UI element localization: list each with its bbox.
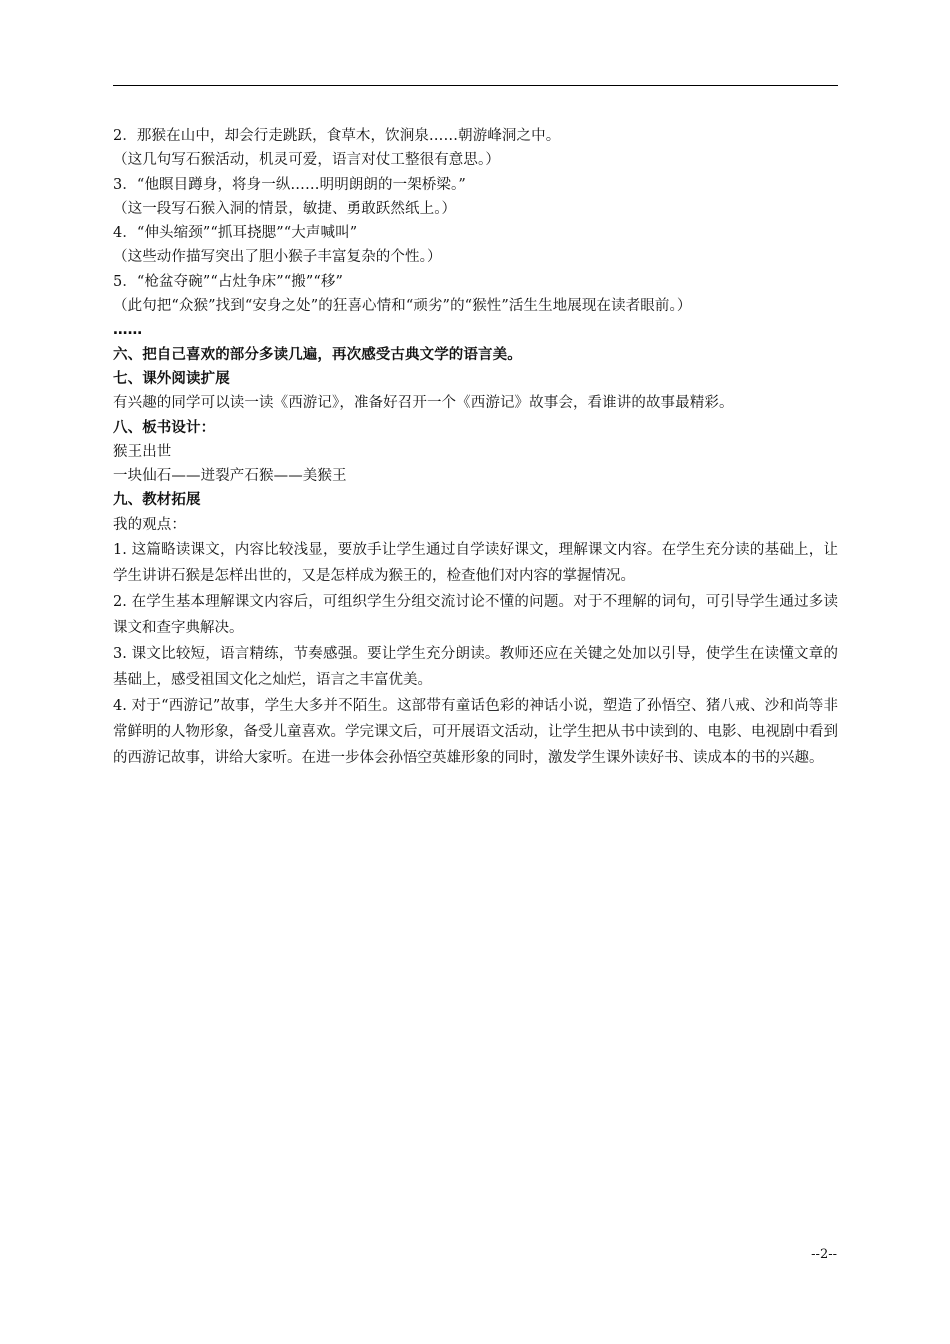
text-line: （这一段写石猴入洞的情景，敏捷、勇敢跃然纸上。）	[113, 200, 457, 217]
text-line: 有兴趣的同学可以读一读《西游记》，准备好召开一个《西游记》故事会，看谁讲的故事最精彩。	[113, 395, 734, 412]
opinion-paragraph: 3. 课文比较短，语言精练，节奏感强。要让学生充分朗读。教师还应在关键之处加以引导，使学生在读懂文章的基础上，感受祖国文化之灿烂，语言之丰富优美。	[113, 646, 838, 689]
text-line: 一块仙石——迸裂产石猴——美猴王	[113, 468, 347, 485]
header-rule	[113, 85, 838, 86]
opinion-paragraphs	[113, 537, 838, 771]
page-number: --2--	[811, 1247, 837, 1262]
document-body	[113, 124, 838, 771]
text-line: 我的观点：	[113, 516, 186, 533]
text-line: （这几句写石猴活动，机灵可爱，语言对仗工整很有意思。）	[113, 152, 500, 169]
text-line: 3．“他瞑目蹲身，将身一纵……明明朗朗的一架桥梁。”	[113, 176, 466, 193]
section-heading: 八、板书设计：	[113, 419, 216, 436]
text-lines	[113, 124, 838, 537]
opinion-paragraph: 1. 这篇略读课文，内容比较浅显，要放手让学生通过自学读好课文，理解课文内容。在学生充分读的基础上，让学生讲讲石猴是怎样出世的，又是怎样成为猴王的，检查他们对内容的掌握情况。	[113, 542, 838, 585]
section-heading: 六、把自己喜欢的部分多读几遍，再次感受古典文学的语言美。	[113, 346, 522, 363]
text-line: 2．那猴在山中，却会行走跳跃，食草木，饮涧泉……朝游峰洞之中。	[113, 128, 561, 144]
opinion-paragraph: 4. 对于“西游记”故事，学生大多并不陌生。这部带有童话色彩的神话小说，塑造了孙悟空、猪八戒、沙和尚等非常鲜明的人物形象，备受儿童喜欢。学完课文后，可开展语文活动，让学生把从书中读到的、电影、电视剧中看到的西游记故事，讲给大家听。在进一步体会孙悟空英雄形象的同时，激发学生课外读好书、读成本的书的兴趣。	[113, 698, 838, 767]
section-heading: 九、教材拓展	[113, 492, 201, 509]
text-line: 5．“枪盆夺碗”“占灶争床”“搬”“移”	[113, 273, 344, 290]
text-line: 4．“伸头缩颈”“抓耳挠腮”“大声喊叫”	[113, 225, 358, 242]
opinion-paragraph: 2. 在学生基本理解课文内容后，可组织学生分组交流讨论不懂的问题。对于不理解的词句，可引导学生通过多读课文和查字典解决。	[113, 594, 838, 637]
text-line: 猴王出世	[113, 443, 172, 460]
text-line: （此句把“众猴”找到“安身之处”的狂喜心情和“顽劣”的“猴性”活生生地展现在读者眼前。）	[113, 298, 692, 315]
section-heading: 七、课外阅读扩展	[113, 370, 230, 387]
section-heading: ……	[113, 322, 143, 339]
text-line: （这些动作描写突出了胆小猴子丰富复杂的个性。）	[113, 249, 442, 266]
